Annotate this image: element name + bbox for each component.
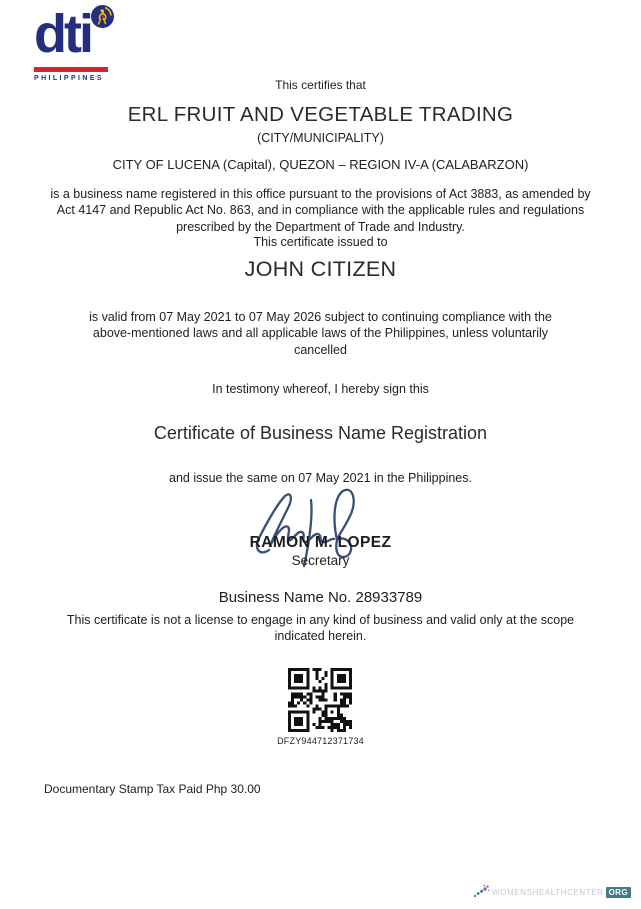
issued-to-label: This certificate issued to <box>253 235 388 249</box>
business-name-number: Business Name No. 28933789 <box>218 589 423 606</box>
business-name: ERL FRUIT AND VEGETABLE TRADING <box>127 103 514 126</box>
issue-date-line: and issue the same on 07 May 2021 in the Philippines. <box>169 471 472 485</box>
signatory-name: RAMON M. LOPEZ <box>249 534 392 551</box>
dti-logo-row <box>34 4 120 66</box>
disclaimer-text: This certificate is not a license to engage in any kind of business and valid only at the scope indicated herein. <box>66 613 575 643</box>
stamp-tax-line: Documentary Stamp Tax Paid Php 30.00 <box>44 782 261 796</box>
certifies-line: This certifies that <box>275 78 366 92</box>
certificate-title: Certificate of Business Name Registration <box>153 423 488 443</box>
dti-logo-country-label: PHILIPPINES <box>34 75 104 82</box>
owner-name: JOHN CITIZEN <box>244 257 397 281</box>
testimony-line: In testimony whereof, I hereby sign this <box>212 382 429 396</box>
validity-clause: is valid from 07 May 2021 to 07 May 2026 subject to continuing compliance with the above-mentioned laws and all applicable laws of the Philippines, unless voluntarily cancelled <box>89 310 552 357</box>
dti-logo <box>34 4 120 82</box>
site-watermark <box>472 884 631 901</box>
dti-logo-text: dti <box>34 4 91 64</box>
watermark-text: WOMENSHEALTHCENTER <box>492 888 604 897</box>
location-line: CITY OF LUCENA (Capital), QUEZON – REGION IV-A (CALABARZON) <box>112 157 529 172</box>
dti-sun-figure-icon <box>90 4 115 29</box>
watermark-dots-icon <box>472 884 490 901</box>
scope-label: (CITY/MUNICIPALITY) <box>257 131 384 145</box>
dti-logo-red-bar <box>34 67 108 72</box>
qr-code <box>288 668 352 732</box>
registration-clause: is a business name registered in this office pursuant to the provisions of Act 3883, as amended by Act 4147 and Republic Act No. 863, and in compliance with the applicable rules and regulations prescribed by the Department of Trade and Industry. <box>50 187 591 234</box>
signatory-role: Secretary <box>291 553 350 568</box>
qr-caption: DFZY944712371734 <box>277 736 364 746</box>
watermark-badge: ORG <box>606 887 631 898</box>
